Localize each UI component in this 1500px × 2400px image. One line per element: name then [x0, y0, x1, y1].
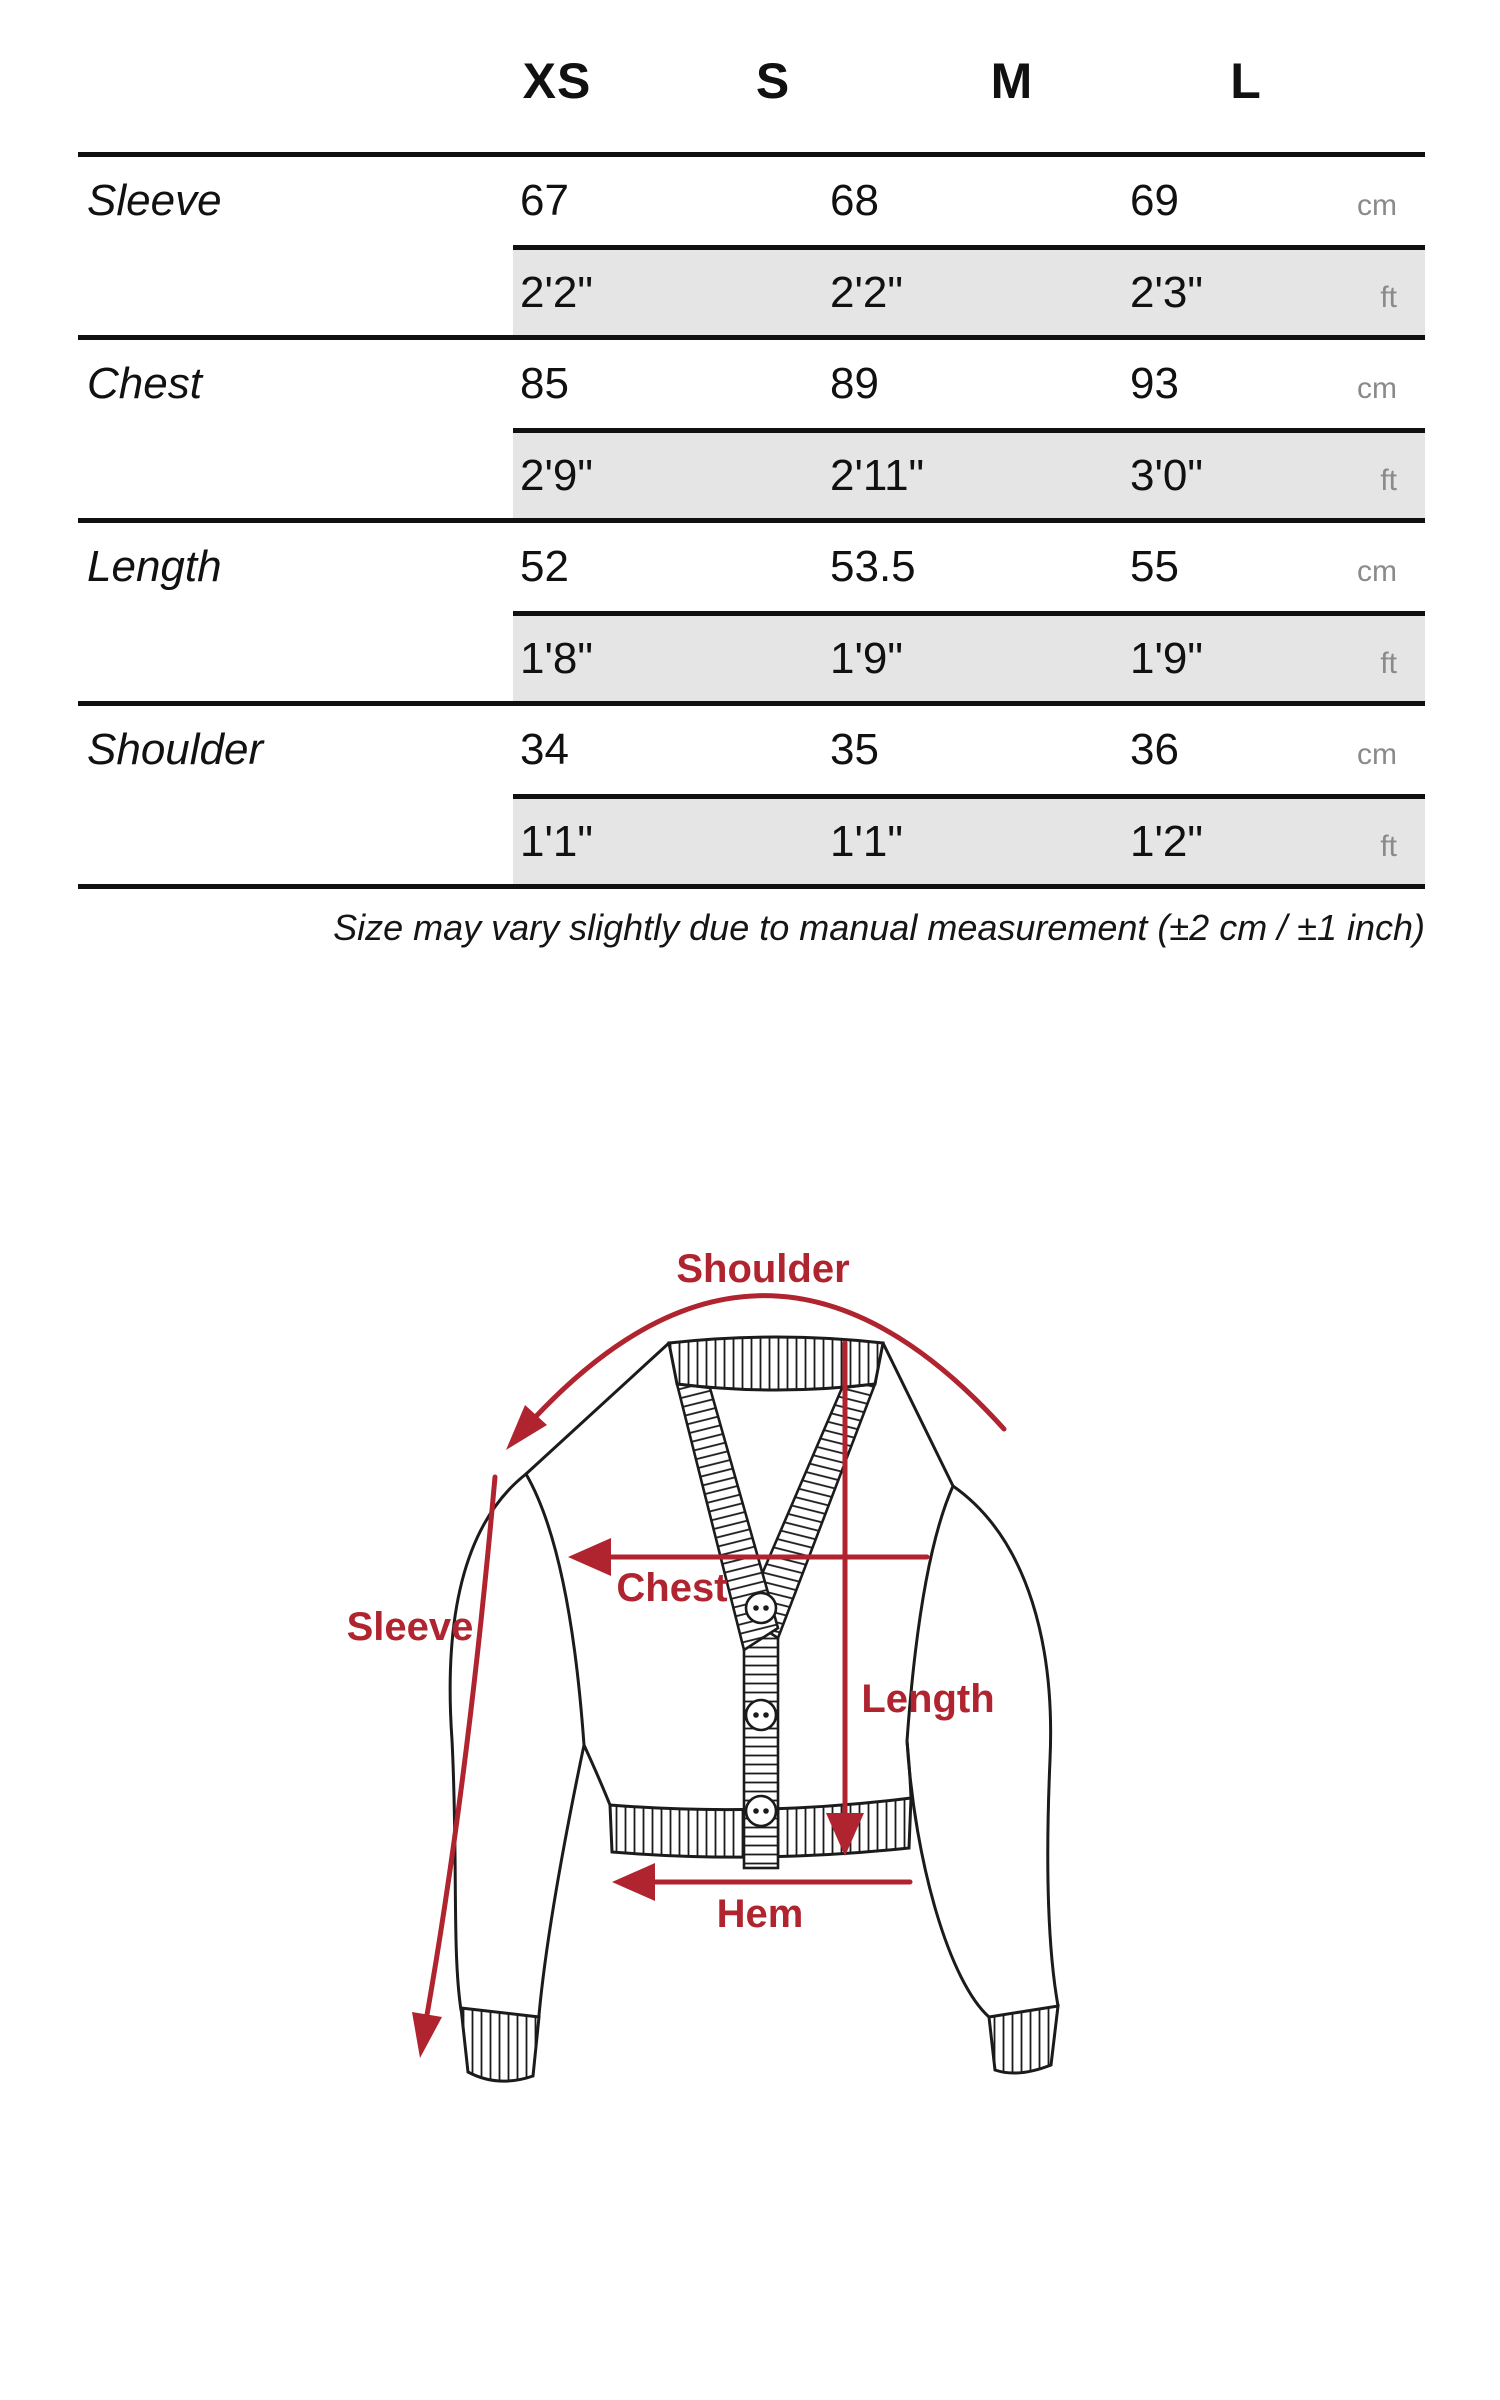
left-armhole-seam — [526, 1474, 584, 1745]
row-group-chest — [78, 340, 1425, 523]
col-header-l: L — [1230, 53, 1262, 109]
chest-ft-row — [513, 428, 1425, 518]
button-3 — [746, 1796, 776, 1826]
col-header-m: M — [990, 53, 1034, 109]
chest-measure-label: Chest — [616, 1566, 728, 1610]
shoulder-ft-s: 1'1" — [830, 816, 903, 866]
size-header-row — [78, 0, 1425, 157]
chest-cm-s: 89 — [830, 359, 879, 408]
right-shoulder-seam — [883, 1343, 953, 1486]
length-ft-s: 1'9" — [830, 633, 903, 683]
hem-measure-label: Hem — [716, 1892, 804, 1936]
sleeve-ft-row — [513, 245, 1425, 335]
right-sleeve-inner — [907, 1741, 989, 2017]
col-header-xs: XS — [522, 53, 592, 109]
chest-ft-m: 3'0" — [1130, 450, 1203, 500]
row-label-shoulder: Shoulder — [87, 725, 264, 774]
unit-ft-label: ft — [1380, 829, 1397, 863]
row-group-shoulder — [78, 706, 1425, 889]
length-ft-xs: 1'8" — [520, 633, 593, 683]
row-label-length: Length — [87, 542, 222, 591]
sleeve-ft-m: 2'3" — [1130, 267, 1203, 317]
sleeve-measure-label: Sleeve — [346, 1605, 474, 1649]
row-label-chest: Chest — [87, 359, 202, 408]
chest-cm-xs: 85 — [520, 359, 569, 408]
sleeve-cm-s: 68 — [830, 176, 879, 225]
chest-ft-xs: 2'9" — [520, 450, 593, 500]
shoulder-cm-s: 35 — [830, 725, 879, 774]
button-placket — [744, 1610, 778, 1868]
unit-ft-label: ft — [1380, 280, 1397, 314]
unit-cm-label: cm — [1357, 555, 1397, 588]
length-ft-m: 1'9" — [1130, 633, 1203, 683]
back-neck-band — [669, 1337, 883, 1390]
unit-cm-label: cm — [1357, 738, 1397, 771]
unit-ft-label: ft — [1380, 646, 1397, 680]
button-1 — [746, 1593, 776, 1623]
left-sleeve-inner — [539, 1745, 584, 2015]
shoulder-ft-xs: 1'1" — [520, 816, 593, 866]
shoulder-ft-m: 1'2" — [1130, 816, 1203, 866]
right-sleeve-outer — [953, 1486, 1058, 2006]
length-cm-s: 53.5 — [830, 542, 916, 591]
hem-arrowhead — [612, 1863, 655, 1901]
row-group-sleeve — [78, 157, 1425, 340]
unit-ft-label: ft — [1380, 463, 1397, 497]
row-group-length — [78, 523, 1425, 706]
unit-cm-label: cm — [1357, 189, 1397, 222]
shoulder-ft-row — [513, 794, 1425, 884]
shoulder-measure-label: Shoulder — [676, 1247, 850, 1291]
sleeve-cm-xs: 67 — [520, 176, 569, 225]
measurement-footnote: Size may vary slightly due to manual measurement (±2 cm / ±1 inch) — [333, 907, 1425, 948]
shoulder-cm-xs: 34 — [520, 725, 569, 774]
chest-arrowhead — [568, 1538, 611, 1576]
length-cm-row — [78, 523, 1425, 611]
right-cuff-ribbing — [989, 2006, 1058, 2073]
sleeve-ft-s: 2'2" — [830, 267, 903, 317]
chest-cm-row — [78, 340, 1425, 428]
chest-cm-m: 93 — [1130, 359, 1179, 408]
chest-ft-s: 2'11" — [830, 450, 925, 500]
length-cm-m: 55 — [1130, 542, 1179, 591]
left-torso-side — [584, 1745, 610, 1805]
size-table — [78, 0, 1425, 949]
sleeve-measure-line — [427, 1477, 495, 2015]
col-header-s: S — [755, 53, 791, 109]
button-2 — [746, 1700, 776, 1730]
left-cuff-ribbing — [461, 2008, 539, 2081]
sleeve-cm-m: 69 — [1130, 176, 1179, 225]
shoulder-cm-row — [78, 706, 1425, 794]
sleeve-arrowhead — [412, 2012, 442, 2058]
shoulder-cm-m: 36 — [1130, 725, 1179, 774]
length-ft-row — [513, 611, 1425, 701]
length-cm-xs: 52 — [520, 542, 569, 591]
sleeve-ft-xs: 2'2" — [520, 267, 593, 317]
row-label-sleeve: Sleeve — [87, 176, 222, 225]
cardigan-measurement-diagram — [0, 1220, 1500, 2400]
unit-cm-label: cm — [1357, 372, 1397, 405]
sleeve-cm-row — [78, 157, 1425, 245]
length-measure-label: Length — [861, 1677, 995, 1721]
